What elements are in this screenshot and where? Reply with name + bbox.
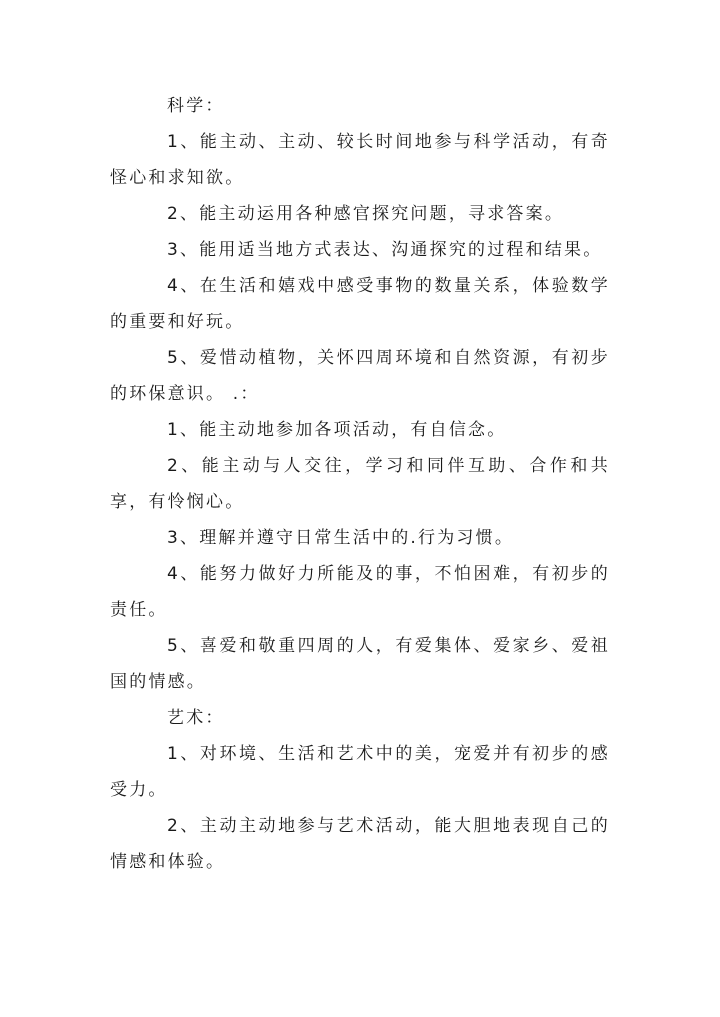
science-item-5: 5、爱惜动植物，关怀四周环境和自然资源，有初步的环保意识。 .： bbox=[110, 348, 610, 404]
social-item-5: 5、喜爱和敬重四周的人，有爱集体、爱家乡、爱祖国的情感。 bbox=[110, 636, 610, 692]
science-item-2: 2、能主动运用各种感官探究问题，寻求答案。 bbox=[167, 204, 565, 224]
social-item-2: 2、能主动与人交往，学习和同伴互助、合作和共享，有怜悯心。 bbox=[110, 456, 610, 512]
science-item-3: 3、能用适当地方式表达、沟通探究的过程和结果。 bbox=[167, 240, 603, 260]
science-item-4: 4、在生活和嬉戏中感受事物的数量关系，体验数学的重要和好玩。 bbox=[110, 276, 610, 332]
art-item-2: 2、主动主动地参与艺术活动，能大胆地表现自己的情感和体验。 bbox=[110, 816, 610, 872]
social-item-4: 4、能努力做好力所能及的事，不怕困难，有初步的责任。 bbox=[110, 564, 610, 620]
document-page bbox=[110, 88, 610, 880]
social-item-3: 3、理解并遵守日常生活中的.行为习惯。 bbox=[167, 528, 515, 548]
art-heading: 艺术： bbox=[167, 708, 225, 728]
art-item-1: 1、对环境、生活和艺术中的美，宠爱并有初步的感受力。 bbox=[110, 744, 610, 800]
social-item-1: 1、能主动地参加各项活动，有自信念。 bbox=[167, 420, 507, 440]
science-item-1: 1、能主动、主动、较长时间地参与科学活动，有奇怪心和求知欲。 bbox=[110, 132, 610, 188]
science-heading: 科学： bbox=[167, 96, 225, 116]
